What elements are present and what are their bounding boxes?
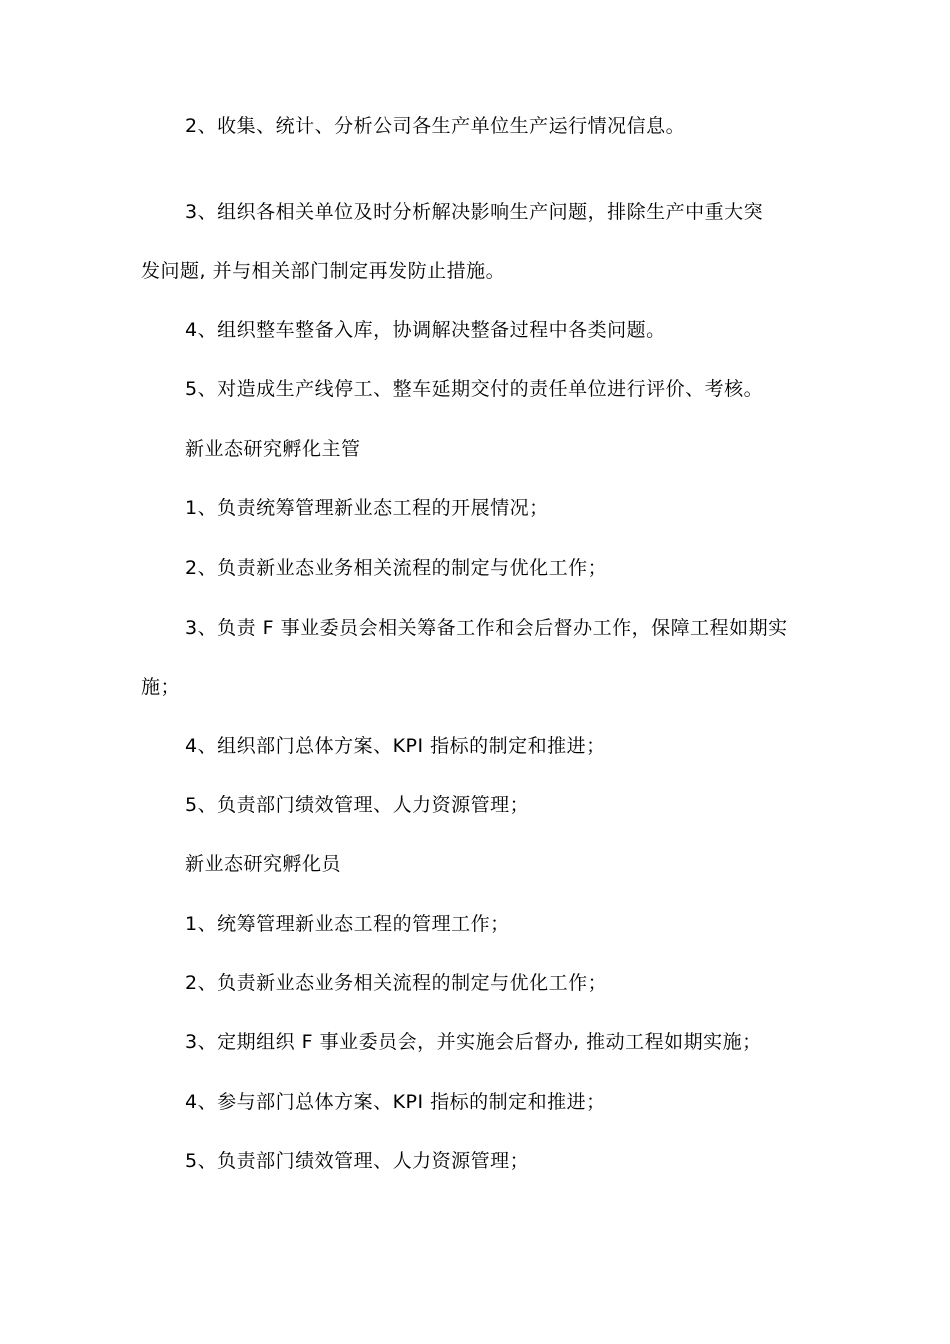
text-line: 4、参与部门总体方案、KPI 指标的制定和推进； (185, 1091, 606, 1113)
text-line: 5、负责部门绩效管理、人力资源管理； (185, 794, 530, 816)
text-line: 2、负责新业态业务相关流程的制定与优化工作； (185, 972, 608, 994)
text-line: 3、定期组织 F 事业委员会，并实施会后督办, 推动工程如期实施； (185, 1031, 762, 1053)
text-line: 4、组织部门总体方案、KPI 指标的制定和推进； (185, 735, 606, 757)
section-heading: 新业态研究孵化主管 (185, 438, 361, 460)
text-line: 3、组织各相关单位及时分析解决影响生产问题，排除生产中重大突 (185, 201, 764, 223)
text-line: 发问题, 并与相关部门制定再发防止措施。 (141, 260, 506, 282)
text-line: 5、对造成生产线停工、整车延期交付的责任单位进行评价、考核。 (185, 378, 764, 400)
section-heading: 新业态研究孵化员 (185, 853, 342, 875)
text-line: 1、统筹管理新业态工程的管理工作； (185, 913, 510, 935)
text-line: 2、负责新业态业务相关流程的制定与优化工作； (185, 557, 608, 579)
text-line: 3、负责 F 事业委员会相关筹备工作和会后督办工作，保障工程如期实 (185, 617, 788, 639)
text-line: 4、组织整车整备入库，协调解决整备过程中各类问题。 (185, 319, 666, 341)
text-line: 施； (141, 676, 181, 698)
text-line: 5、负责部门绩效管理、人力资源管理； (185, 1150, 530, 1172)
text-line: 2、收集、统计、分析公司各生产单位生产运行情况信息。 (185, 115, 686, 137)
text-line: 1、负责统筹管理新业态工程的开展情况； (185, 497, 549, 519)
